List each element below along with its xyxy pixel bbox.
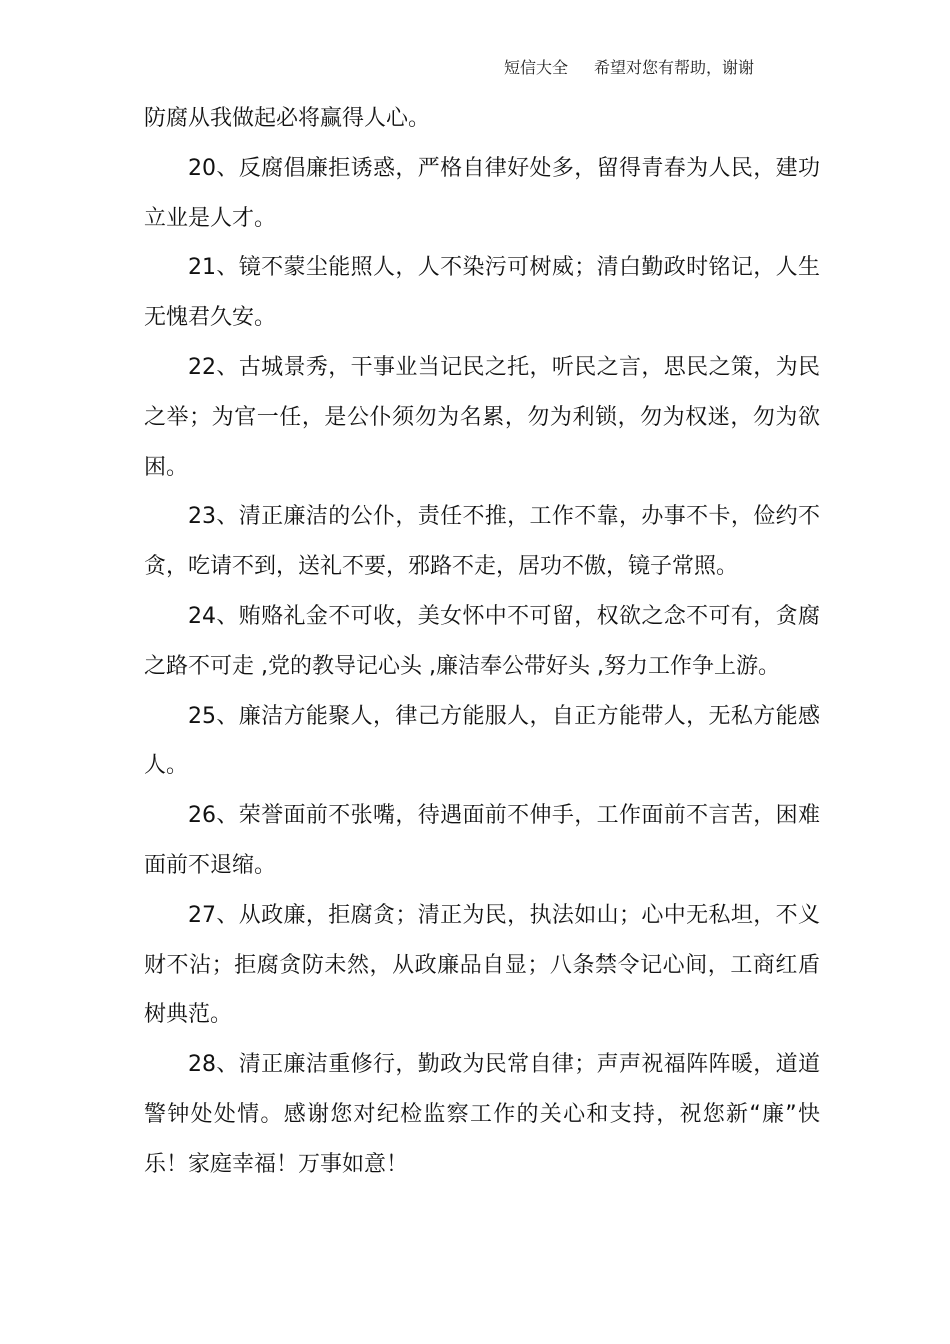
header-left-text: 短信大全 [504,58,569,77]
paragraph-item-22: 22、古城景秀，干事业当记民之托，听民之言，思民之策，为民之举；为官一任，是公仆须勿为名累，勿为利锁，勿为权迷，勿为欲困。 [144,354,820,480]
paragraph-item-21: 21、镜不蒙尘能照人，人不染污可树威；清白勤政时铭记，人生无愧君久安。 [144,255,820,331]
paragraph-continuation: 防腐从我做起必将赢得人心。 [144,106,431,131]
paragraph-item-28: 28、清正廉洁重修行，勤政为民常自律；声声祝福阵阵暖，道道警钟处处情。感谢您对纪检监察工作的关心和支持，祝您新“廉”快乐！家庭幸福！万事如意！ [144,1052,820,1177]
paragraph-item-23: 23、清正廉洁的公仆，责任不推，工作不靠，办事不卡，俭约不贪，吃请不到，送礼不要，邪路不走，居功不傲，镜子常照。 [144,504,820,580]
paragraph-item-24: 24、贿赂礼金不可收，美女怀中不可留，权欲之念不可有，贪腐之路不可走 ,党的教导记心头 ,廉洁奉公带好头 ,努力工作争上游。 [144,603,820,679]
header-right-text: 希望对您有帮助，谢谢 [594,58,755,77]
paragraph-item-27: 27、从政廉，拒腐贪；清正为民，执法如山；心中无私坦，不义财不沾；拒腐贪防未然，从政廉品自显；八条禁令记心间，工商红盾树典范。 [144,902,820,1028]
paragraph-item-20: 20、反腐倡廉拒诱惑，严格自律好处多，留得青春为人民，建功立业是人才。 [144,155,820,231]
paragraph-item-26: 26、荣誉面前不张嘴，待遇面前不伸手，工作面前不言苦，困难面前不退缩。 [144,803,820,878]
document-body [144,94,820,1190]
page-header [504,55,754,78]
paragraph-item-25: 25、廉洁方能聚人，律己方能服人，自正方能带人，无私方能感人。 [144,703,820,779]
